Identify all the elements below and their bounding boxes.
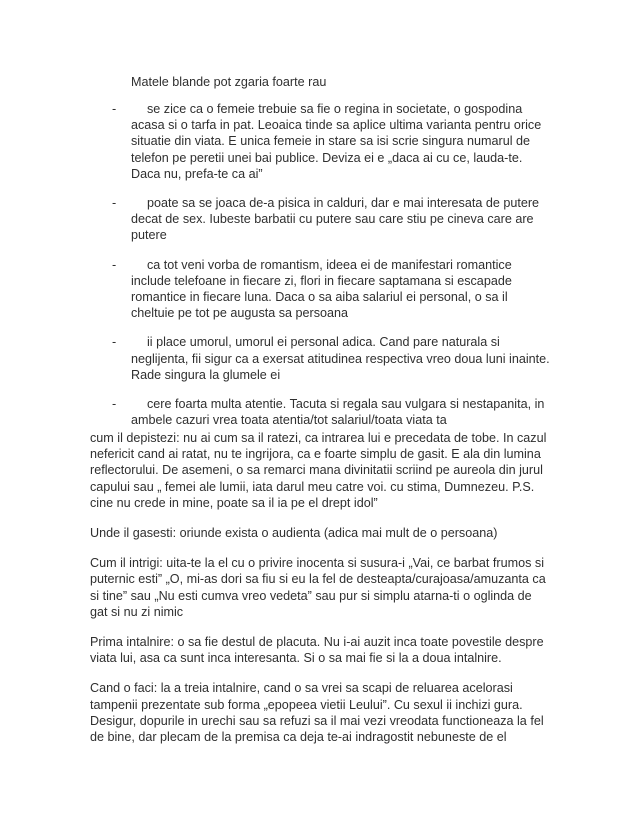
- bullet-text: ca tot veni vorba de romantism, ideea ei de manifestari romantice include telefoane in fiecare zi, flori in fiecare saptamana si escapade romantice in fiecare luna. Daca o sa aiba salariul ei personal, o sa il cheltuie pe tot pe augusta sa persoana: [131, 257, 512, 321]
- section-heading: Matele blande pot zgaria foarte rau: [131, 75, 327, 89]
- bullet-item: [0, 195, 638, 244]
- bullet-item: [0, 396, 638, 428]
- bullet-item: [0, 257, 638, 322]
- paragraph-depistare: cum il depistezi: nu ai cum sa il ratezi, ca intrarea lui e precedata de tobe. In cazul nefericit cand ai ratat, nu te ingrijora, ca e foarte simplu de gasit. E ala din lumina reflectorului. De asemeni, o sa remarci mana divinitatii scriind pe aureola din jurul capului sau „ femei ale lumii, iata darul meu catre voi. cu stima, Dumnezeu. P.S. cine nu crede in mine, poate sa il ia pe el drept idol”: [90, 431, 547, 510]
- paragraph-unde: Unde il gasesti: oriunde exista o audienta (adica mai mult de o persoana): [90, 526, 498, 541]
- bullet-item: [0, 101, 638, 182]
- bullet-marker: -: [112, 102, 117, 116]
- bullet-text: poate sa se joaca de-a pisica in calduri, dar e mai interesata de putere decat de sex. Iubeste barbatii cu putere sau care stiu pe cineva care are putere: [131, 196, 540, 243]
- bullet-marker: -: [112, 257, 117, 272]
- bullet-text: se zice ca o femeie trebuie sa fie o regina in societate, o gospodina acasa si o tarfa in pat. Leoaica tinde sa aplice ultima varianta pentru orice situatie din viata. E unica femeie in stare sa isi scrie singura numarul de telefon pe peretii unei bai publice. Deviza ei e „daca ai cu ce, lauda-te. Daca nu, prefa-te ca ai”: [131, 102, 542, 181]
- bullet-list: [0, 101, 638, 441]
- bullet-item: [0, 334, 638, 383]
- bullet-text: cere foarta multa atentie. Tacuta si regala sau vulgara si nestapanita, in ambele cazuri vrea toata atentia/tot salariul/toata viata ta: [131, 397, 545, 428]
- bullet-marker: -: [112, 397, 117, 412]
- bullet-text: ii place umorul, umorul ei personal adica. Cand pare naturala si neglijenta, fii sigur ca a exersat atitudinea respectiva vreo doua luni inainte. Rade singura la glumele ei: [131, 335, 550, 382]
- bullet-marker: -: [112, 196, 117, 211]
- body-paragraphs: [90, 430, 550, 759]
- paragraph-cand-o-faci: Cand o faci: la a treia intalnire, cand o sa vrei sa scapi de reluarea acelorasi tampenii prezentate sub forma „epopeea vietii Leului”. Cu sexul ii inchizi gura. Desigur, dopurile in urechi sau sa refuzi sa il mai vezi vreodata functioneaza la fel de bine, dar plecam de la premisa ca deja te-ai indragostit nebuneste de el: [90, 681, 544, 745]
- paragraph-intrigi: Cum il intrigi: uita-te la el cu o privire inocenta si susura-i „Vai, ce barbat frumos si puternic esti” „O, mi-as dori sa fiu si eu la fel de desteapta/curajoasa/amuzanta ca si tine” sau „Nu esti cumva vreo vedeta” sau pur si simplu atarna-ti o oglinda de gat si nu zi nimic: [90, 556, 546, 619]
- bullet-marker: -: [112, 335, 117, 350]
- paragraph-prima-intalnire: Prima intalnire: o sa fie destul de placuta. Nu i-ai auzit inca toate povestile despre viata lui, asa ca sunt inca interesanta. Si o sa mai fie si la a doua intalnire.: [90, 635, 544, 666]
